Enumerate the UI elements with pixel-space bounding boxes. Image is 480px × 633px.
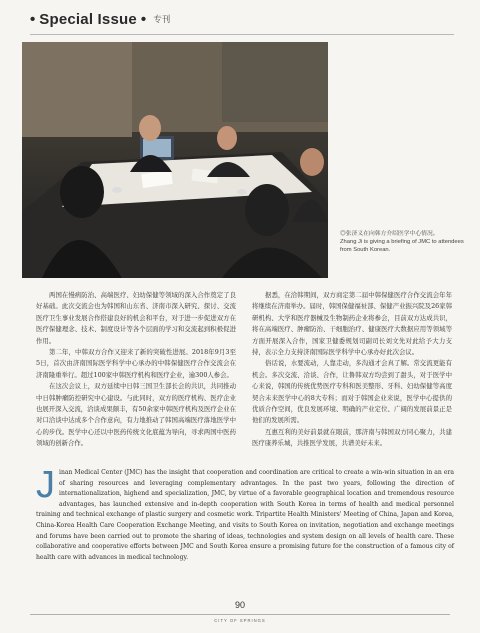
right-paragraph-1: 据悉，在洽韩期间，双方商定第二届中韩保健医疗合作交流会年年将继续在济南举办。届时，韩国保健福祉部、保健产业振兴院及26家韩研机构、大学和医疗器械及生物制药企业将参会，目前双方达成共识，将在高端医疗、肿瘤防治、干细胞治疗、健康医疗大数据应用等领域等方面开展深入合作，国家卫健委规划司副司长刘文先对此给予大力支持，表示全力支持济南国际医学科学中心承办好此次会议。: [252, 291, 452, 357]
caption-chinese: ◎张济义在向韩方介绍医学中心情况。: [340, 231, 439, 237]
header-divider: [30, 34, 454, 35]
section-title: Special Issue: [39, 10, 137, 28]
photo-caption: [340, 230, 468, 254]
left-paragraph-3: 在这次会议上，双方延续中日韩三国卫生部长会的共识，共同推动中日韩肿瘤防控研究中心建设。与此同时，双方的医疗机构、医疗企业也展开深入交流，洽谈成果颇丰，有50余家中韩医疗机构及医疗企业在对口洽谈中达成多个合作意向，有力地推动了韩国高端医疗落地医学中心的步伐。医学中心还以中医药传统文化底蕴为导向，寻求两国中医药领域的创新合作。: [36, 382, 236, 448]
right-paragraph-3: 互惠互利的美好前景就在眼前，那济南与韩国双方同心聚力，共建医疗康养乐城，共推医学发展，共谱美好未来。: [252, 427, 452, 448]
chinese-column-left: [36, 290, 236, 450]
meeting-photo-illustration: [22, 42, 328, 278]
meeting-photo: [22, 42, 328, 278]
section-header: [30, 10, 170, 28]
footer-divider: [30, 614, 450, 615]
header-separator: •: [140, 10, 147, 28]
english-body: inan Medical Center (JMC) has the insight that cooperation and coordination are critical to create a win-win situation in an era of sharing resources and leveraging complementary advantages. In the past two years, following the direction of internationalization, highend and specialization, JMC, by virtue of a favorable geographical location and tremendous resource advantages, has launched extensive and in-depth cooperation with South Korea in terms of health and medical personnel training and technical exchange of plastic surgery and cosmetic work. Tripartite Health Ministers' Meeting of China, Japan and Korea, China-Korea Health Care Cooperation Exchange Meeting, and visits to South Korea on invitation, negotiation and exchange meetings and forums have been carried out to promote the sharing of ideas, technologies and system design on all levels of health care. These collaborative and cooperative efforts between JMC and South Korea ensure a promising future for the construction of a famous city of health care with advances in medical technology.: [36, 469, 454, 561]
header-bullet: •: [30, 10, 36, 28]
chinese-column-right: [252, 290, 452, 450]
section-subtitle: 专刊: [153, 14, 171, 24]
caption-english: Zhang Ji is giving a briefing of JMC to attendees from South Korean.: [340, 239, 464, 253]
drop-cap: J: [36, 464, 55, 506]
left-paragraph-2: 第二年，中韩双方合作又迎来了新的突破性进展。2018年9月3至5日，首次由济南国际医学科学中心承办的中韩保健医疗合作交流会在济南隆重举行。超过100家中韩医疗机构和医疗企业，逾300人参会。: [36, 348, 236, 379]
page-number: 90: [234, 600, 245, 610]
english-summary: [36, 464, 454, 563]
left-paragraph-1: 两国在慢病防治、高端医疗、妇幼保健等领域的深入合作奠定了良好基础。此次交流会也为韩国和山东省、济南市深入研究、探讨、交流医疗卫生事业发展合作搭建良好的机会和平台，对于进一步促进双方在医疗保健理念、技术、制度设计等各个层面的学习和交流起到积极促进作用。: [36, 291, 236, 345]
publication-name: CITY OF SPRINGS: [214, 618, 266, 623]
right-paragraph-2: 俗话说，水要流动，人靠走动，多沟通才会真了解。常交流更能有机会。多次交流、洽谈、合作，让鲁韩双方均尝到了甜头，对于医学中心来说，韩国的传统优势医疗专科和医美整形、牙科、妇幼保健等高度契合未来医学中心的8大专科；而对于韩国企业来说，医学中心提供的优质合作空间，优良发展环境、明确的产业定位、广阔的发展前景正是他们的发展所需。: [252, 359, 452, 425]
